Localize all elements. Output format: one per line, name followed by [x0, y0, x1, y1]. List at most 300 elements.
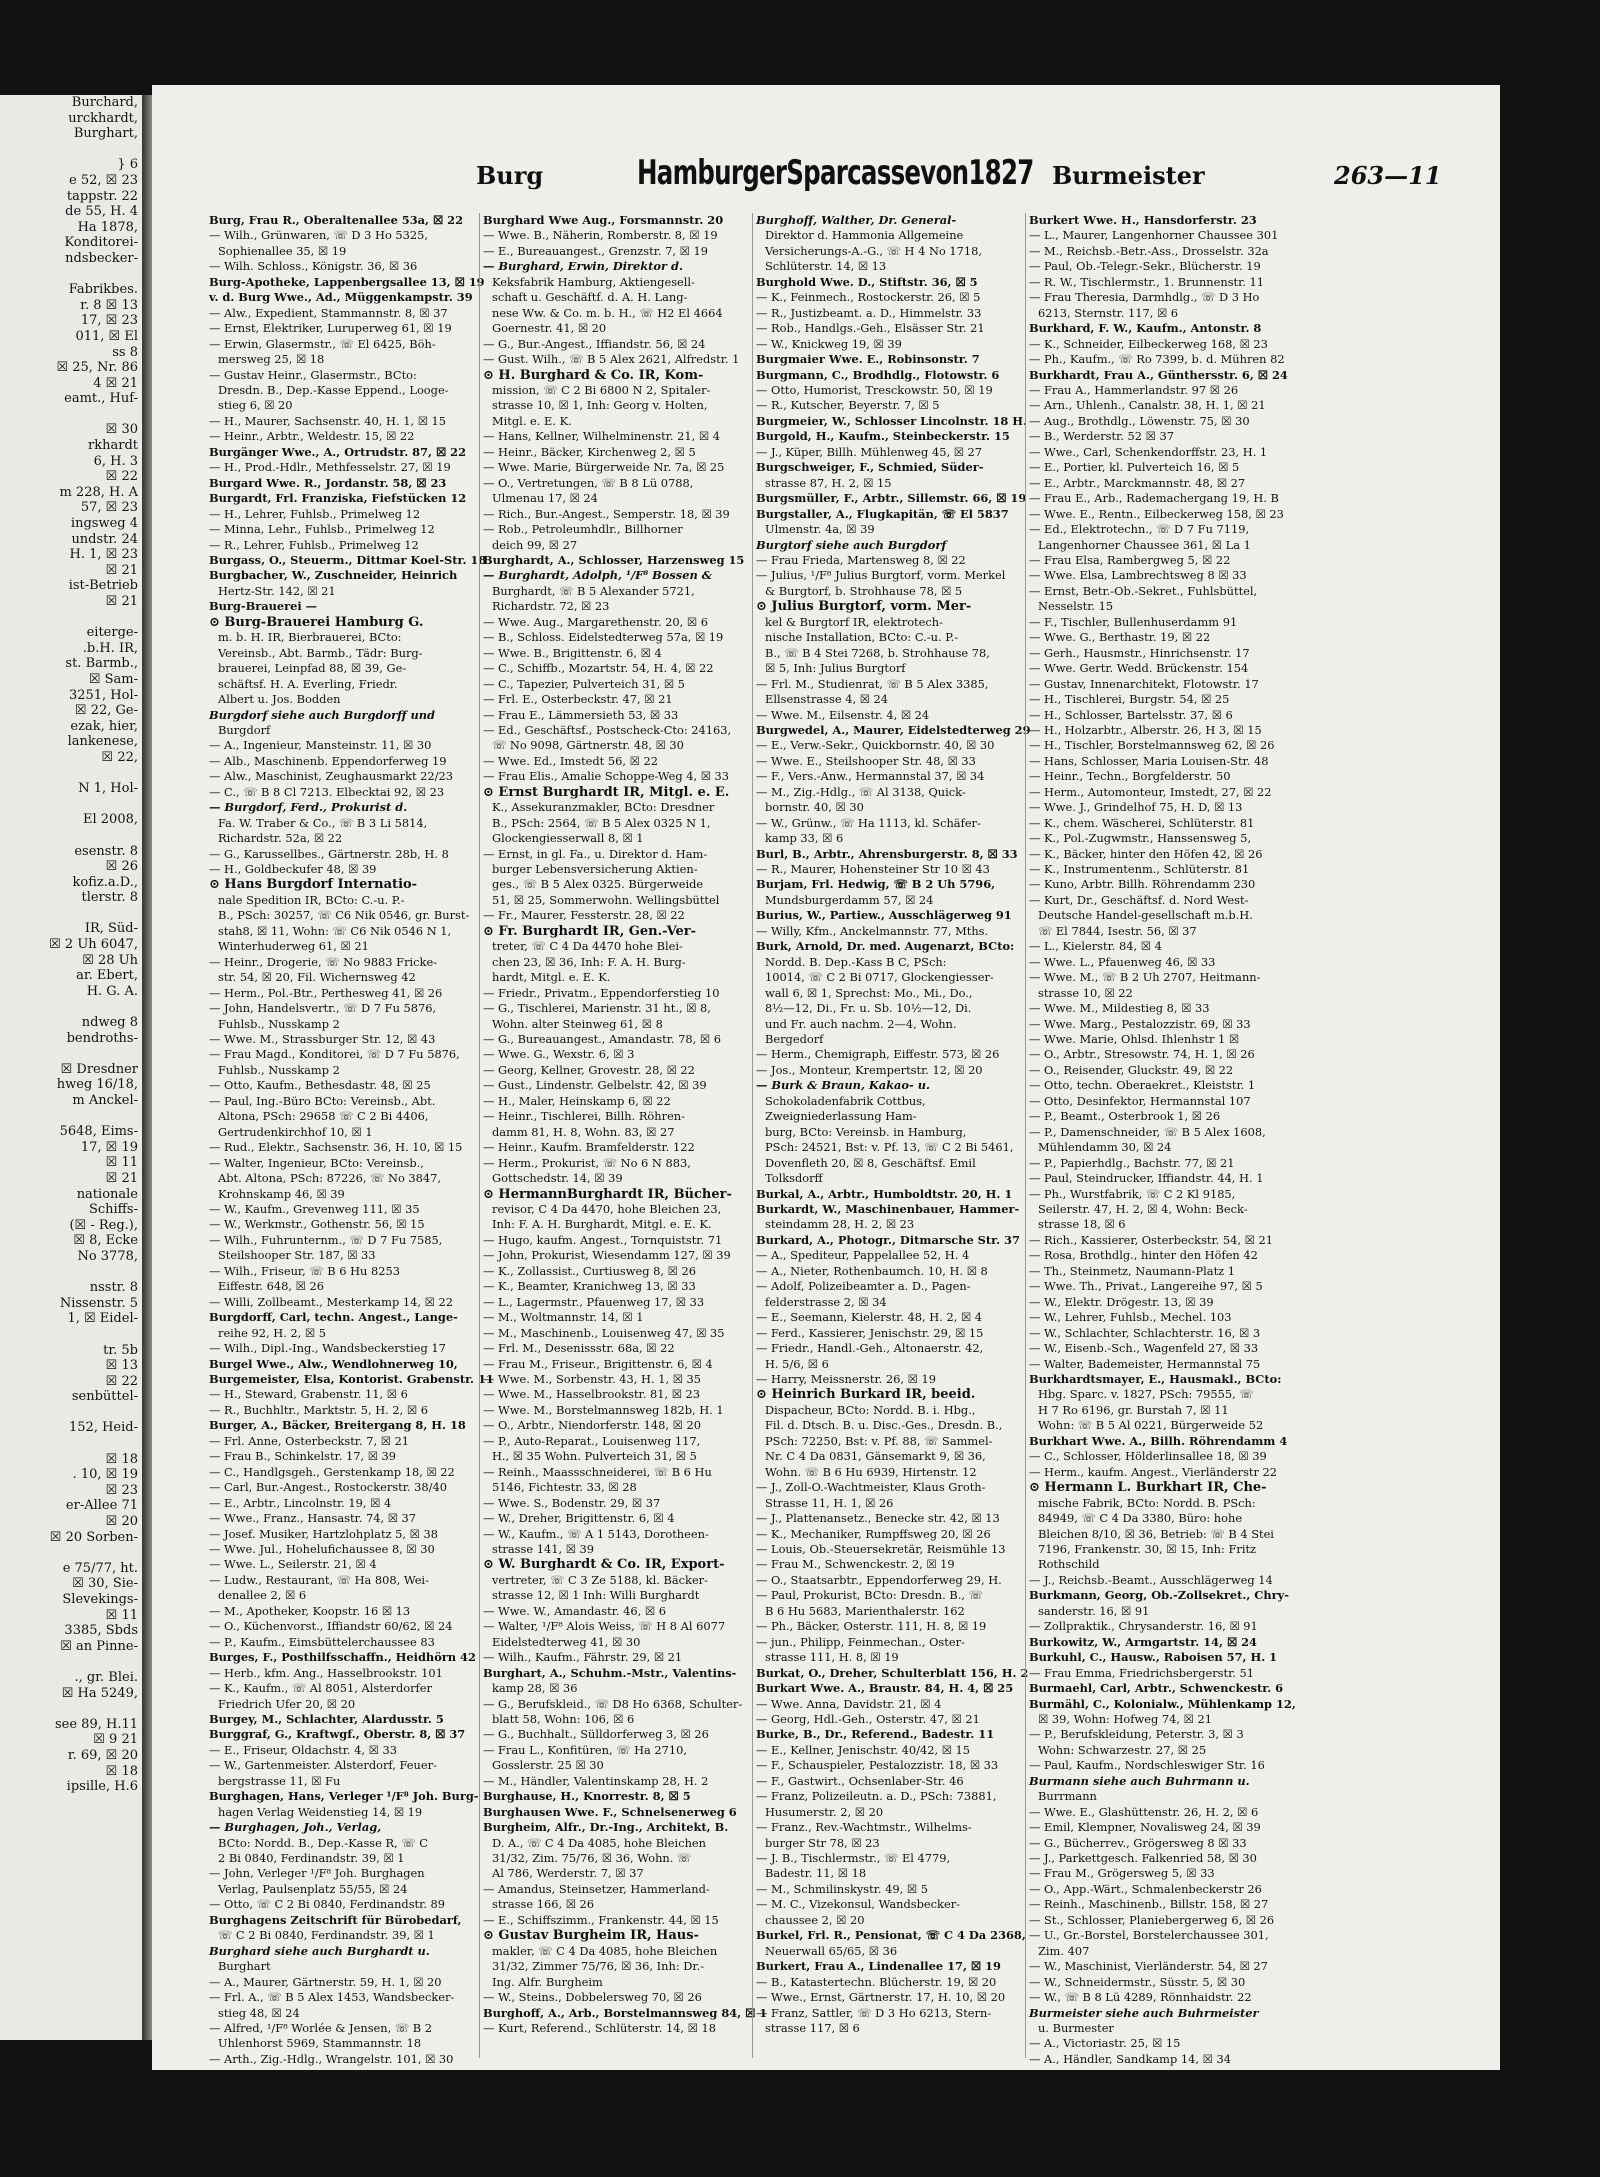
directory-entry-line: Burgold, H., Kaufm., Steinbeckerstr. 15: [756, 429, 1010, 444]
directory-entry-line: — Aug., Brothdlg., Löwenstr. 75, ☒ 30: [1029, 413, 1250, 428]
directory-entry-line: Burger, A., Bäcker, Breitergang 8, H. 18: [209, 1418, 466, 1433]
directory-entry-line: Bergedorf: [765, 1032, 824, 1047]
directory-entry-line: Burkardt, W., Maschinenbauer, Hammer-: [756, 1202, 1020, 1216]
directory-entry-line: — Zollpraktik., Chrysanderstr. 16, ☒ 91: [1029, 1619, 1258, 1634]
adjacent-page-fragment: ☒ 11: [105, 1155, 138, 1171]
directory-entry-line: Mühlendamm 30, ☒ 24: [1038, 1140, 1172, 1155]
directory-entry-line: — Jos., Monteur, Krempertstr. 12, ☒ 20: [756, 1062, 983, 1077]
directory-entry-line: — Rob., Petroleumhdlr., Billhorner: [483, 522, 683, 537]
directory-entry-line: — Frau E., Arb., Rademachergang 19, H. B: [1029, 491, 1279, 506]
directory-entry-line: — John, Verleger ¹/F⁸ Joh. Burghagen: [209, 1866, 425, 1881]
adjacent-page-fragment: ☒ 21: [105, 1170, 138, 1186]
adjacent-page-fragment: ☒ 22,: [101, 749, 138, 765]
directory-entry-line: 84949, ☏ C 4 Da 3380, Büro: hohe: [1038, 1511, 1243, 1526]
directory-entry-line: — R., Kutscher, Beyerstr. 7, ☒ 5: [756, 398, 940, 413]
directory-entry-line: ☏ C 2 Bi 0840, Ferdinandstr. 39, ☒ 1: [218, 1928, 435, 1943]
adjacent-page-fragment: [0, 610, 142, 626]
directory-entry-line: — G., Bureauangest., Amandastr. 78, ☒ 6: [483, 1032, 721, 1047]
directory-entry-line: Burgardt, Frl. Franziska, Fiefstücken 12: [209, 491, 467, 506]
directory-entry-line: — O., Küchenvorst., Iffiandstr 60/62, ☒ 24: [209, 1619, 453, 1634]
directory-entry-line: Wohn: ☏ B 5 Al 0221, Bürgerweide 52: [1038, 1418, 1264, 1433]
directory-entry-line: — Wwe. S., Bodenstr. 29, ☒ 37: [483, 1495, 661, 1510]
directory-entry-line: — Wwe. M., Borstelmannsweg 182b, H. 1: [483, 1402, 724, 1417]
directory-entry-line: — K., Beamter, Kranichweg 13, ☒ 33: [483, 1279, 696, 1294]
directory-entry-line: — Wwe. G., Berthastr. 19, ☒ 22: [1029, 630, 1211, 645]
directory-entry-line: — John, Prokurist, Wiesendamm 127, ☒ 39: [483, 1248, 731, 1263]
directory-entry-line: — Frl. Anne, Osterbeckstr. 7, ☒ 21: [209, 1433, 410, 1448]
directory-entry-line: Burmaehl, Carl, Arbtr., Schwenckestr. 6: [1029, 1681, 1284, 1696]
directory-entry-line: — Wwe. M., Sorbenstr. 43, H. 1, ☒ 35: [483, 1371, 702, 1386]
directory-entry-line: Burghardt, ☏ B 5 Alexander 5721,: [492, 583, 695, 598]
directory-entry-line: Krohnskamp 46, ☒ 39: [218, 1186, 345, 1201]
directory-entry-line: — Julius, ¹/F⁸ Julius Burgtorf, vorm. Merkel: [756, 568, 1006, 583]
directory-entry-line: — Paul, Kaufm., Nordschleswiger Str. 16: [1029, 1758, 1265, 1773]
directory-entry-line: — W., Dreher, Brigittenstr. 6, ☒ 4: [483, 1511, 675, 1526]
directory-entry-line: — G., Bur.-Angest., Iffiandstr. 56, ☒ 24: [483, 336, 706, 351]
directory-entry-line: — Gerh., Hausmstr., Hinrichsenstr. 17: [1029, 645, 1250, 660]
directory-entry-line: — H., Tischlerei, Burgstr. 54, ☒ 25: [1029, 692, 1230, 707]
directory-entry-line: — Franz, Sattler, ☏ D 3 Ho 6213, Stern-: [756, 2005, 992, 2020]
directory-entry-line: — Frau L., Konfitüren, ☏ Ha 2710,: [483, 1742, 688, 1757]
directory-entry-line: Burghard siehe auch Burghardt u.: [209, 1943, 430, 1958]
directory-entry-line: Burkal, A., Arbtr., Humboldtstr. 20, H. 1: [756, 1186, 1013, 1201]
adjacent-page-fragment: Ha 1878,: [77, 219, 138, 235]
directory-entry-line: Strasse 11, H. 1, ☒ 26: [765, 1495, 894, 1510]
directory-entry-line: und Fr. auch nachm. 2—4, Wohn.: [765, 1016, 957, 1031]
directory-entry-line: — Gust. Wilh., ☏ B 5 Alex 2621, Alfredstr. 1: [483, 352, 740, 367]
directory-entry-line: — Wwe. E., Glashüttenstr. 26, H. 2, ☒ 6: [1029, 1804, 1259, 1819]
adjacent-page-fragment: st. Barmb.,: [65, 656, 138, 672]
adjacent-page-fragment: nsstr. 8: [89, 1280, 138, 1296]
directory-entry-line: — A., Spediteur, Pappelallee 52, H. 4: [756, 1248, 970, 1263]
directory-entry-line: — G., Bücherrev., Grögersweg 8 ☒ 33: [1029, 1835, 1247, 1850]
directory-entry-line: Verlag, Paulsenplatz 55/55, ☒ 24: [218, 1881, 408, 1896]
directory-entry-line: denallee 2, ☒ 6: [218, 1588, 307, 1603]
adjacent-page-fragment: ☒ Ha 5249,: [61, 1685, 138, 1701]
directory-entry-line: — Herm., Pol.-Btr., Perthesweg 41, ☒ 26: [209, 985, 443, 1000]
directory-entry-line: ☒ 39, Wohn: Hofweg 74, ☒ 21: [1038, 1711, 1212, 1726]
directory-entry-line: makler, ☏ C 4 Da 4085, hohe Bleichen: [492, 1943, 718, 1958]
directory-entry-line: strasse 111, H. 8, ☒ 19: [765, 1650, 899, 1665]
directory-entry-line: — A., Ingenieur, Mansteinstr. 11, ☒ 30: [209, 738, 432, 753]
directory-entry-line: strasse 18, ☒ 6: [1038, 1217, 1126, 1232]
directory-entry-line: ⊙ Hans Burgdorf Internatio-: [209, 877, 418, 893]
directory-entry-line: Burgdorff, Carl, techn. Angest., Lange-: [209, 1310, 458, 1325]
directory-entry-line: — K., Schneider, Eilbeckerweg 168, ☒ 23: [1029, 336, 1268, 351]
directory-entry-line: — Walter, ¹/F⁸ Alois Weiss, ☏ H 8 Al 6077: [483, 1619, 726, 1634]
directory-entry-line: Gottschedstr. 14, ☒ 39: [492, 1171, 623, 1186]
directory-entry-line: — M. C., Vizekonsul, Wandsbecker-: [756, 1897, 960, 1912]
directory-entry-line: — M., Woltmannstr. 14, ☒ 1: [483, 1310, 644, 1325]
directory-entry-line: — Wwe., Ernst, Gärtnerstr. 17, H. 10, ☒ 20: [756, 1990, 1006, 2005]
adjacent-page-fragment: } 6: [117, 157, 138, 173]
directory-entry-line: strasse 87, H. 2, ☒ 15: [765, 475, 892, 490]
directory-entry-line: — Paul, Steindrucker, Iffiandstr. 44, H. 1: [1029, 1171, 1264, 1186]
directory-entry-line: schaft u. Geschäftf. d. A. H. Lang-: [492, 290, 688, 305]
directory-entry-line: kamp 28, ☒ 36: [492, 1681, 578, 1696]
adjacent-page-fragment: [0, 1436, 142, 1452]
directory-entry-line: Gertrudenkirchhof 10, ☒ 1: [218, 1124, 373, 1139]
directory-entry-line: u. Burmester: [1038, 2021, 1114, 2036]
directory-entry-line: Sophienallee 35, ☒ 19: [218, 243, 347, 258]
directory-entry-line: Seilerstr. 47, H. 2, ☒ 4, Wohn: Beck-: [1038, 1202, 1248, 1216]
directory-entry-line: ☒ 5, Inh: Julius Burgtorf: [765, 661, 906, 676]
adjacent-page-fragment: [0, 797, 142, 813]
directory-entry-line: — Gust., Lindenstr. Gelbelstr. 42, ☒ 39: [483, 1078, 707, 1093]
directory-entry-line: — Ernst, Betr.-Ob.-Sekret., Fuhlsbüttel,: [1029, 583, 1258, 598]
directory-entry-line: — Otto, Kaufm., Bethesdastr. 48, ☒ 25: [209, 1078, 431, 1093]
directory-entry-line: Deutsche Handel-gesellschaft m.b.H.: [1038, 908, 1253, 923]
directory-entry-line: Dispacheur, BCto: Nordd. B. i. Hbg.,: [765, 1402, 976, 1417]
directory-entry-line: — Frl. M., Desenissstr. 68a, ☒ 22: [483, 1341, 675, 1356]
adjacent-page-fragment: ☒ 8, Ecke: [73, 1233, 138, 1249]
adjacent-page-fragment: ☒ 25, Nr. 86: [56, 360, 138, 376]
directory-entry-line: K., Assekuranzmakler, BCto: Dresdner: [492, 800, 715, 815]
directory-entry-line: — Kurt, Dr., Geschäftsf. d. Nord West-: [1029, 892, 1249, 907]
directory-entry-line: — H., Maurer, Sachsenstr. 40, H. 1, ☒ 15: [209, 413, 447, 428]
directory-entry-line: — John, Handelsvertr., ☏ D 7 Fu 5876,: [209, 1001, 437, 1016]
adjacent-page-fragment: ezak, hier,: [70, 718, 138, 734]
adjacent-page-fragment: ☒ 30, Sie-: [72, 1576, 138, 1592]
directory-entry-line: Burg, Frau R., Oberaltenallee 53a, ☒ 22: [209, 213, 464, 227]
adjacent-page-fragment: nationale: [76, 1186, 138, 1202]
adjacent-page-fragment: [0, 999, 142, 1015]
directory-entry-line: — W., Kaufm., ☏ A 1 5143, Dorotheen-: [483, 1526, 709, 1541]
directory-entry-line: — E., Arbtr., Lincolnstr. 19, ☒ 4: [209, 1495, 392, 1510]
directory-entry-line: damm 81, H. 8, Wohn. 83, ☒ 27: [492, 1124, 675, 1139]
adjacent-page-fragment: tappstr. 22: [66, 188, 138, 204]
directory-entry-line: — E., Schiffszimm., Frankenstr. 44, ☒ 15: [483, 1912, 719, 1927]
directory-entry-line: — W., Steins., Dobbelersweg 70, ☒ 26: [483, 1990, 702, 2005]
directory-entry-line: — E., Arbtr., Marckmannstr. 48, ☒ 27: [1029, 475, 1246, 490]
directory-entry-line: — F., Vers.-Anw., Hermannstal 37, ☒ 34: [756, 769, 985, 784]
directory-entry-line: schäftsf. H. A. Everling, Friedr.: [218, 676, 398, 691]
directory-entry-line: Burgwedel, A., Maurer, Eidelstedterweg 29: [756, 722, 1031, 737]
directory-entry-line: Bleichen 8/10, ☒ 36, Betrieb: ☏ B 4 Stei: [1038, 1526, 1274, 1541]
directory-entry-line: — Reinh., Maassschneiderei, ☏ B 6 Hu: [483, 1464, 712, 1479]
directory-entry-line: — Heinr., Techn., Borgfelderstr. 50: [1029, 769, 1231, 784]
directory-entry-line: D. A., ☏ C 4 Da 4085, hohe Bleichen: [492, 1835, 706, 1850]
adjacent-page-fragment: ndweg 8: [81, 1015, 138, 1031]
directory-entry-line: — U., Gr.-Borstel, Borstelerchaussee 301,: [1029, 1928, 1269, 1943]
directory-entry-line: — Walter, Ingenieur, BCto: Vereinsb.,: [209, 1155, 424, 1170]
directory-entry-line: — B., Werderstr. 52 ☒ 37: [1029, 429, 1174, 444]
sparcasse-banner-logo: HamburgerSparcassevon1827: [637, 153, 1034, 193]
directory-entry-line: — E., Kellner, Jenischstr. 40/42, ☒ 15: [756, 1742, 971, 1757]
directory-entry-line: — K., Feinmech., Rostockerstr. 26, ☒ 5: [756, 290, 981, 305]
directory-entry-line: Burgmann, C., Brodhdlg., Flotowstr. 6: [756, 367, 1000, 382]
directory-entry-line: — P., Auto-Reparat., Louisenweg 117,: [483, 1433, 701, 1448]
directory-entry-line: — Friedr., Privatm., Eppendorferstieg 10: [483, 985, 720, 1000]
directory-entry-line: — W., Schneidermstr., Süsstr. 5, ☒ 30: [1029, 1974, 1246, 1989]
directory-entry-line: 6213, Sternstr. 117, ☒ 6: [1038, 305, 1179, 320]
adjacent-page-fragment: [0, 407, 142, 423]
directory-entry-line: — Gustav Heinr., Glasermstr., BCto:: [209, 367, 417, 382]
directory-entry-line: — Wwe. W., Amandastr. 46, ☒ 6: [483, 1603, 666, 1618]
directory-entry-line: — Burghard, Erwin, Direktor d.: [483, 259, 683, 274]
directory-entry-line: — Wwe. B., Näherin, Romberstr. 8, ☒ 19: [483, 228, 718, 243]
directory-entry-line: Albert u. Jos. Bodden: [218, 692, 341, 707]
directory-entry-line: — St., Schlosser, Planiebergerweg 6, ☒ 26: [1029, 1912, 1275, 1927]
directory-entry-line: Hbg. Sparc. v. 1827, PSch: 79555, ☏: [1038, 1387, 1254, 1402]
directory-entry-line: — Frau E., Lämmersieth 53, ☒ 33: [483, 707, 679, 722]
directory-entry-line: — L., Lagermstr., Pfauenweg 17, ☒ 33: [483, 1294, 705, 1309]
adjacent-page-fragment: senbüttel-: [71, 1389, 138, 1405]
directory-entry-line: Burghoff, Walther, Dr. General-: [756, 213, 957, 227]
adjacent-page-fragment: 3385, Sbds: [64, 1623, 138, 1639]
directory-entry-line: — Frau Elsa, Rambergweg 5, ☒ 22: [1029, 552, 1231, 567]
directory-entry-line: — M., Zig.-Hdlg., ☏ Al 3138, Quick-: [756, 784, 966, 799]
directory-entry-line: Burkhard, F. W., Kaufm., Antonstr. 8: [1029, 321, 1262, 336]
directory-entry-line: — M., Händler, Valentinskamp 28, H. 2: [483, 1773, 709, 1788]
directory-entry-line: Burgstaller, A., Flugkapitän, ☏ El 5837: [756, 506, 1009, 521]
directory-entry-line: — Franz, Polizeileutn. a. D., PSch: 73881,: [756, 1789, 997, 1804]
adjacent-page-fragment: 6, H. 3: [93, 453, 138, 469]
directory-entry-line: — E., Verw.-Sekr., Quickbornstr. 40, ☒ 30: [756, 738, 995, 753]
adjacent-page-fragment: urckhardt,: [68, 110, 138, 126]
book-gutter: [142, 95, 152, 2040]
directory-entry-line: — Burgdorf, Ferd., Prokurist d.: [209, 800, 408, 815]
directory-entry-line: mersweg 25, ☒ 18: [218, 352, 325, 367]
directory-entry-line: Burgschweiger, F., Schmied, Süder-: [756, 460, 984, 475]
directory-column-3: [752, 213, 1031, 2058]
directory-entry-line: ges., ☏ B 5 Alex 0325. Bürgerweide: [492, 877, 704, 892]
directory-entry-line: — P., Damenschneider, ☏ B 5 Alex 1608,: [1029, 1124, 1266, 1139]
directory-entry-line: — Paul, Ob.-Telegr.-Sekr., Blücherstr. 19: [1029, 259, 1261, 274]
directory-entry-line: — Frl. A., ☏ B 5 Alex 1453, Wandsbecker-: [209, 1990, 455, 2005]
directory-entry-line: stieg 48, ☒ 24: [218, 2005, 300, 2020]
directory-entry-line: Burghause, H., Knorrestr. 8, ☒ 5: [483, 1789, 691, 1804]
adjacent-page-fragment: r. 69, ☒ 20: [67, 1747, 138, 1763]
directory-entry-line: B., PSch: 2564, ☏ B 5 Alex 0325 N 1,: [492, 815, 711, 830]
directory-entry-line: Winterhuderweg 61, ☒ 21: [218, 939, 369, 954]
directory-entry-line: Nesselstr. 15: [1038, 599, 1114, 614]
directory-entry-line: — W., Lehrer, Fuhlsb., Mechel. 103: [1029, 1310, 1232, 1325]
adjacent-page-fragment: [0, 1046, 142, 1062]
directory-entry-line: — Ernst, Elektriker, Luruperweg 61, ☒ 19: [209, 321, 452, 336]
directory-entry-line: Nr. C 4 Da 0831, Gänsemarkt 9, ☒ 36,: [765, 1449, 986, 1464]
directory-entry-line: — Ernst, in gl. Fa., u. Direktor d. Ham-: [483, 846, 708, 861]
directory-entry-line: brauerei, Leinpfad 88, ☒ 39, Ge-: [218, 661, 407, 676]
directory-entry-line: Burkert, Frau A., Lindenallee 17, ☒ 19: [756, 1959, 1001, 1974]
directory-entry-line: Versicherungs-A.-G., ☏ H 4 No 1718,: [765, 243, 983, 258]
adjacent-page-fragment: (☒ - Reg.),: [69, 1217, 138, 1233]
directory-entry-line: — W., Eisenb.-Sch., Wagenfeld 27, ☒ 33: [1029, 1341, 1259, 1356]
directory-entry-line: — Rob., Handlgs.-Geh., Elsässer Str. 21: [756, 321, 985, 336]
directory-entry-line: — Wwe. Ed., Imstedt 56, ☒ 22: [483, 753, 658, 768]
directory-entry-line: — Wilh. Schloss., Königstr. 36, ☒ 36: [209, 259, 418, 274]
directory-entry-line: — K., Instrumentenm., Schlüterstr. 81: [1029, 862, 1250, 877]
adjacent-page-fragment: ., gr. Blei.: [74, 1669, 138, 1685]
directory-entry-line: — Friedr., Handl.-Geh., Altonaerstr. 42,: [756, 1341, 984, 1356]
directory-entry-line: Burgtorf siehe auch Burgdorf: [756, 537, 947, 552]
directory-entry-line: ⊙ H. Burghard & Co. IR, Kom-: [483, 367, 704, 383]
directory-entry-line: — H., Schlosser, Bartelsstr. 37, ☒ 6: [1029, 707, 1233, 722]
directory-entry-line: — Walter, Bademeister, Hermannstal 75: [1029, 1356, 1261, 1371]
directory-entry-line: ⊙ HermannBurghardt IR, Bücher-: [483, 1186, 732, 1202]
directory-entry-line: Burkhart Wwe. A., Billh. Röhrendamm 4: [1029, 1433, 1288, 1448]
directory-entry-line: — jun., Philipp, Feinmechan., Oster-: [756, 1634, 965, 1649]
directory-entry-line: — Herm., Chemigraph, Eiffestr. 573, ☒ 26: [756, 1047, 1000, 1062]
directory-entry-line: — P., Papierhdlg., Bachstr. 77, ☒ 21: [1029, 1155, 1235, 1170]
directory-entry-line: Burghoff, A., Arb., Borstelmannsweg 84, ☒ 1: [483, 2005, 768, 2020]
directory-entry-line: — Herb., kfm. Ang., Hasselbrookstr. 101: [209, 1665, 443, 1680]
adjacent-page-fragment: 17, ☒ 19: [80, 1139, 138, 1155]
directory-entry-line: — Hans, Schlosser, Maria Louisen-Str. 48: [1029, 753, 1269, 768]
directory-entry-line: strasse 10, ☒ 1, Inh: Georg v. Holten,: [492, 398, 708, 413]
directory-entry-line: Burkart Wwe. A., Braustr. 84, H. 4, ☒ 25: [756, 1681, 1014, 1696]
directory-entry-line: — Wwe. Marie, Bürgerweide Nr. 7a, ☒ 25: [483, 460, 725, 475]
directory-entry-line: — Wwe. M., Eilsenstr. 4, ☒ 24: [756, 707, 930, 722]
directory-entry-line: — Georg, Hdl.-Geh., Osterstr. 47, ☒ 21: [756, 1711, 980, 1726]
directory-entry-line: — W., Elektr. Drögestr. 13, ☒ 39: [1029, 1294, 1214, 1309]
directory-entry-line: — Wwe. M., Hasselbrookstr. 81, ☒ 23: [483, 1387, 701, 1402]
directory-entry-line: — H., Holzarbtr., Alberstr. 26, H 3, ☒ 15: [1029, 722, 1262, 737]
directory-entry-line: — Paul, Prokurist, BCto: Dresdn. B., ☏: [756, 1588, 983, 1603]
directory-entry-line: Langenhorner Chaussee 361, ☒ La 1: [1038, 537, 1251, 552]
directory-entry-line: — C., Schlosser, Hölderlinsallee 18, ☒ 39: [1029, 1449, 1267, 1464]
adjacent-page-fragment: hweg 16/18,: [56, 1077, 138, 1093]
directory-entry-line: Burghart, A., Schuhm.-Mstr., Valentins-: [483, 1665, 737, 1680]
directory-entry-line: — Wwe. J., Grindelhof 75, H. D, ☒ 13: [1029, 800, 1243, 815]
directory-entry-line: Burg-Brauerei —: [209, 599, 318, 614]
directory-entry-line: Neuerwall 65/65, ☒ 36: [765, 1943, 898, 1958]
directory-entry-line: Burkmann, Georg, Ob.-Zollsekret., Chry-: [1029, 1588, 1289, 1603]
adjacent-page-fragment: ingsweg 4: [70, 516, 138, 532]
directory-entry-line: — Herm., Prokurist, ☏ No 6 N 883,: [483, 1155, 691, 1170]
directory-entry-line: 7196, Frankenstr. 30, ☒ 15, Inh: Fritz: [1038, 1541, 1257, 1556]
adjacent-page-fragment: lankenese,: [67, 734, 138, 750]
directory-entry-line: — Wwe. E., Steilshooper Str. 48, ☒ 33: [756, 753, 976, 768]
directory-entry-line: Ing. Alfr. Burgheim: [492, 1974, 603, 1989]
directory-entry-line: Burkel, Frl. R., Pensionat, ☏ C 4 Da 2368,: [756, 1928, 1026, 1943]
adjacent-page-fragment: ☒ 20 Sorben-: [49, 1529, 138, 1545]
directory-entry-line: 31/32, Zim. 75/76, ☒ 36, Wohn. ☏: [492, 1851, 692, 1866]
directory-entry-line: H 7 Ro 6196, gr. Burstah 7, ☒ 11: [1038, 1402, 1229, 1417]
adjacent-page-fragment: 152, Heid-: [69, 1420, 138, 1436]
directory-entry-line: — Rich., Kassierer, Osterbeckstr. 54, ☒ 21: [1029, 1232, 1273, 1247]
directory-entry-line: — M., Apotheker, Koopstr. 16 ☒ 13: [209, 1603, 411, 1618]
adjacent-page-fragment: Konditorei-: [64, 235, 138, 251]
directory-entry-line: — Burk & Braun, Kakao- u.: [756, 1078, 930, 1093]
page-header: [152, 147, 1500, 207]
directory-entry-line: — R., Justizbeamt. a. D., Himmelstr. 33: [756, 305, 982, 320]
directory-entry-line: — O., Reisender, Gluckstr. 49, ☒ 22: [1029, 1062, 1234, 1077]
adjacent-page-fragment: kofiz.a.D.,: [72, 874, 138, 890]
directory-entry-line: — L., Maurer, Langenhorner Chaussee 301: [1029, 228, 1279, 243]
directory-entry-line: BCto: Nordd. B., Dep.-Kasse R, ☏ C: [218, 1835, 428, 1850]
directory-entry-line: — Ferd., Kassierer, Jenischstr. 29, ☒ 15: [756, 1325, 984, 1340]
directory-entry-line: — H., Prod.-Hdlr., Methfesselstr. 27, ☒ 19: [209, 460, 451, 475]
directory-entry-line: — O., Arbtr., Niendorferstr. 148, ☒ 20: [483, 1418, 701, 1433]
directory-entry-line: Burgass, O., Steuerm., Dittmar Koel-Str. 18: [209, 552, 487, 567]
directory-entry-line: — Wwe. Anna, Davidstr. 21, ☒ 4: [756, 1696, 942, 1711]
directory-entry-line: — J., Parkettgesch. Falkenried 58, ☒ 30: [1029, 1851, 1257, 1866]
directory-entry-line: — Otto, Desinfektor, Hermannstal 107: [1029, 1093, 1251, 1108]
directory-entry-line: — Hans, Kellner, Wilhelminenstr. 21, ☒ 4: [483, 429, 720, 444]
adjacent-page-fragment: esenstr. 8: [74, 843, 138, 859]
directory-entry-line: H. 5/6, ☒ 6: [765, 1356, 829, 1371]
directory-entry-line: — Alw., Maschinist, Zeughausmarkt 22/23: [209, 769, 453, 784]
directory-entry-line: Richardstr. 72, ☒ 23: [492, 599, 610, 614]
directory-entry-line: ☏ No 9098, Gärtnerstr. 48, ☒ 30: [492, 738, 684, 753]
directory-entry-line: — Wilh., Friseur, ☏ B 6 Hu 8253: [209, 1263, 400, 1278]
directory-entry-line: Burkard, A., Photogr., Ditmarsche Str. 37: [756, 1232, 1020, 1247]
directory-entry-line: 5146, Fichtestr. 33, ☒ 28: [492, 1480, 637, 1495]
directory-entry-line: — Minna, Lehr., Fuhlsb., Primelweg 12: [209, 522, 435, 537]
directory-entry-line: — Willi, Zollbeamt., Mesterkamp 14, ☒ 22: [209, 1294, 453, 1309]
adjacent-page-fragment: ☒ 9 21: [93, 1732, 138, 1748]
directory-column-1: [206, 213, 494, 2066]
directory-entry-line: — M., Schmilinskystr. 49, ☒ 5: [756, 1881, 928, 1896]
directory-entry-line: Burmann siehe auch Buhrmann u.: [1029, 1773, 1250, 1788]
directory-entry-line: — Wwe. L., Seilerstr. 21, ☒ 4: [209, 1557, 377, 1572]
directory-entry-line: Rothschild: [1038, 1557, 1100, 1572]
directory-entry-line: Burk, Arnold, Dr. med. Augenarzt, BCto:: [756, 939, 1015, 954]
directory-entry-line: — K., Zollassist., Curtiusweg 8, ☒ 26: [483, 1263, 696, 1278]
directory-entry-line: — C., ☏ B 8 Cl 7213. Elbecktai 92, ☒ 23: [209, 784, 445, 799]
directory-entry-line: Burgbacher, W., Zuschneider, Heinrich: [209, 568, 458, 583]
directory-entry-line: B., ☏ B 4 Stei 7268, b. Strohhause 78,: [765, 645, 990, 660]
directory-entry-line: — E., Bureauangest., Grenzstr. 7, ☒ 19: [483, 243, 708, 258]
directory-entry-line: Burkuhl, C., Hausw., Raboisen 57, H. 1: [1029, 1650, 1278, 1665]
directory-entry-line: Ulmenau 17, ☒ 24: [492, 491, 598, 506]
directory-entry-line: — C., Schiffb., Mozartstr. 54, H. 4, ☒ 22: [483, 661, 714, 676]
directory-entry-line: ⊙ W. Burghardt & Co. IR, Export-: [483, 1557, 725, 1573]
adjacent-page-fragment: 17, ☒ 23: [80, 313, 138, 329]
directory-entry-line: — Frau Emma, Friedrichsbergerstr. 51: [1029, 1665, 1255, 1680]
directory-entry-line: Burgmaier Wwe. E., Robinsonstr. 7: [756, 352, 980, 367]
adjacent-page-fragment: 1, ☒ Eidel-: [67, 1311, 138, 1327]
directory-entry-line: — E., Seemann, Kielerstr. 48, H. 2, ☒ 4: [756, 1310, 983, 1325]
adjacent-page-fragment: e 75/77, ht.: [62, 1560, 138, 1576]
directory-entry-line: sanderstr. 16, ☒ 91: [1038, 1603, 1150, 1618]
directory-entry-line: — Otto, ☏ C 2 Bi 0840, Ferdinandstr. 89: [209, 1897, 446, 1912]
directory-entry-line: 2 Bi 0840, Ferdinandstr. 39, ☒ 1: [218, 1851, 405, 1866]
directory-entry-line: — Wilh., Dipl.-Ing., Wandsbeckerstieg 17: [209, 1341, 446, 1356]
directory-entry-line: — Gustav, Innenarchitekt, Flotowstr. 17: [1029, 676, 1259, 691]
directory-entry-line: — Adolf, Polizeibeamter a. D., Pagen-: [756, 1279, 971, 1294]
directory-entry-line: — Wwe., Franz., Hansastr. 74, ☒ 37: [209, 1511, 417, 1526]
directory-entry-line: — O., App.-Wärt., Schmalenbeckerstr 26: [1029, 1881, 1262, 1896]
directory-entry-line: — J., Plattenansetz., Benecke str. 42, ☒ 13: [756, 1511, 1000, 1526]
directory-entry-line: — Frau M., Grögersweg 5, ☒ 33: [1029, 1866, 1215, 1881]
directory-entry-line: — W., Schlachter, Schlachterstr. 16, ☒ 3: [1029, 1325, 1261, 1340]
directory-entry-line: — Ed., Geschäftsf., Postscheck-Cto: 24163,: [483, 722, 732, 737]
directory-entry-line: — W., Gartenmeister. Alsterdorf, Feuer-: [209, 1758, 437, 1773]
directory-entry-line: ⊙ Heinrich Burkard IR, beeid.: [756, 1387, 976, 1403]
directory-entry-line: strasse 141, ☒ 39: [492, 1541, 595, 1556]
adjacent-page-fragment: m 228, H. A: [59, 484, 138, 500]
directory-entry-line: — Paul, Ing.-Büro BCto: Vereinsb., Abt.: [209, 1093, 436, 1108]
directory-entry-line: Burgey, M., Schlachter, Alardusstr. 5: [209, 1711, 444, 1726]
directory-entry-line: burg, BCto: Vereinsb. in Hamburg,: [765, 1124, 967, 1139]
directory-entry-line: Burkat, O., Dreher, Schulterblatt 156, H. 2: [756, 1665, 1029, 1680]
directory-entry-line: — Ph., Wurstfabrik, ☏ C 2 Kl 9185,: [1029, 1186, 1236, 1201]
directory-entry-line: Ellsenstrasse 4, ☒ 24: [765, 692, 889, 707]
directory-entry-line: — O., Arbtr., Stresowstr. 74, H. 1, ☒ 26: [1029, 1047, 1255, 1062]
directory-entry-line: — Willy, Kfm., Anckelmannstr. 77, Mths.: [756, 923, 989, 938]
directory-entry-line: Nordd. B. Dep.-Kass B C, PSch:: [765, 954, 947, 969]
adjacent-page-fragment: ☒ 2 Uh 6047,: [49, 937, 138, 953]
directory-entry-line: — F., Gastwirt., Ochsenlaber-Str. 46: [756, 1773, 964, 1788]
directory-entry-line: — Frau B., Schinkelstr. 17, ☒ 39: [209, 1449, 397, 1464]
adjacent-page-fragment: ndsbecker-: [65, 250, 138, 266]
directory-entry-line: — Burghagen, Joh., Verlag,: [209, 1820, 382, 1835]
directory-entry-line: — Wwe. M., ☏ B 2 Uh 2707, Heitmann-: [1029, 970, 1261, 985]
directory-entry-line: v. d. Burg Wwe., Ad., Müggenkampstr. 39: [209, 290, 473, 305]
directory-entry-line: Zweigniederlassung Ham-: [765, 1109, 917, 1124]
